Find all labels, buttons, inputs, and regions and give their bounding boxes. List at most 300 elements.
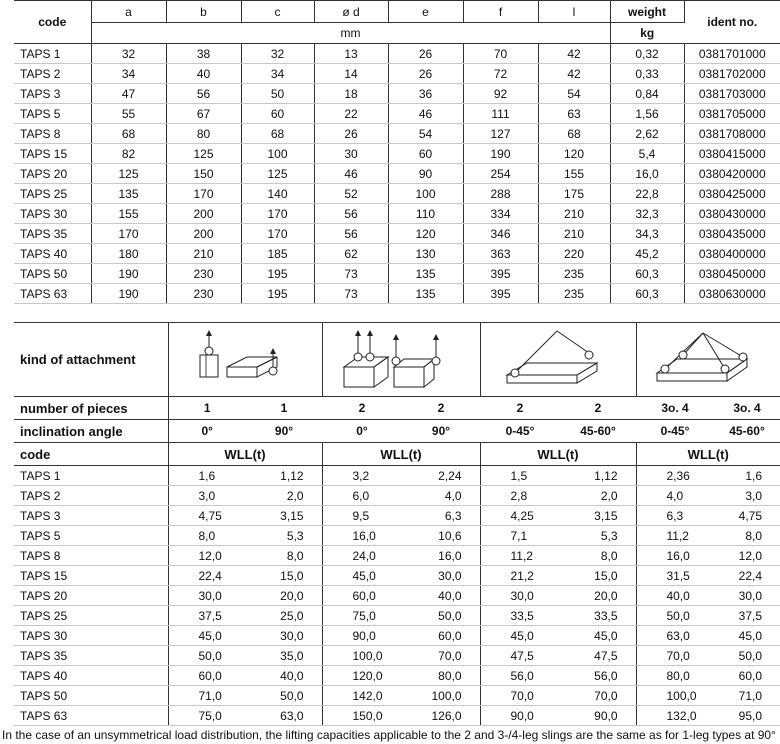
- wll-value-cell: 45,0: [168, 626, 246, 646]
- value-cell: 111: [463, 104, 538, 124]
- value-cell: 56: [314, 224, 388, 244]
- header-d: ø d: [314, 1, 388, 23]
- wll-table: [14, 322, 780, 726]
- value-cell: 60,3: [610, 264, 684, 284]
- value-cell: 0380415000: [684, 144, 780, 164]
- diagram-2-leg-angled: [480, 323, 636, 397]
- table-row: [14, 184, 780, 204]
- angle-value: 0-45°: [636, 420, 714, 443]
- diagram-3-4-leg: [636, 323, 780, 397]
- value-cell: 185: [241, 244, 314, 264]
- value-cell: 14: [314, 64, 388, 84]
- wll-value-cell: 12,0: [168, 546, 246, 566]
- wll-value-cell: 40,0: [246, 666, 322, 686]
- wll-unit-label: WLL(t): [168, 443, 322, 466]
- code-cell: TAPS 50: [14, 264, 91, 284]
- value-cell: 175: [538, 184, 610, 204]
- code-cell: TAPS 40: [14, 666, 168, 686]
- dimensions-table: [14, 0, 780, 304]
- wll-value-cell: 2,36: [636, 466, 714, 486]
- header-a: a: [91, 1, 166, 23]
- header-e: e: [388, 1, 463, 23]
- header-ident: ident no.: [684, 1, 780, 44]
- table-row: [14, 506, 780, 526]
- value-cell: 210: [166, 244, 241, 264]
- value-cell: 190: [91, 264, 166, 284]
- wll-value-cell: 31,5: [636, 566, 714, 586]
- value-cell: 26: [388, 44, 463, 64]
- wll-value-cell: 150,0: [322, 706, 402, 726]
- wll-value-cell: 30,0: [168, 586, 246, 606]
- value-cell: 92: [463, 84, 538, 104]
- value-cell: 125: [91, 164, 166, 184]
- wll-value-cell: 45,0: [480, 626, 560, 646]
- value-cell: 254: [463, 164, 538, 184]
- value-cell: 90: [388, 164, 463, 184]
- pieces-value: 3o. 4: [636, 397, 714, 420]
- unit-kg: kg: [610, 23, 684, 44]
- wll-value-cell: 3,15: [246, 506, 322, 526]
- value-cell: 68: [241, 124, 314, 144]
- wll-value-cell: 6,3: [402, 506, 480, 526]
- value-cell: 170: [91, 224, 166, 244]
- value-cell: 36: [388, 84, 463, 104]
- code-cell: TAPS 5: [14, 104, 91, 124]
- table-row: [14, 646, 780, 666]
- value-cell: 26: [314, 124, 388, 144]
- pieces-value: 2: [480, 397, 560, 420]
- two-leg-angled-lifting-icon: [493, 327, 623, 393]
- value-cell: 395: [463, 264, 538, 284]
- wll-value-cell: 11,2: [480, 546, 560, 566]
- wll-unit-label: WLL(t): [636, 443, 780, 466]
- value-cell: 50: [241, 84, 314, 104]
- table-row: [14, 546, 780, 566]
- header-f: f: [463, 1, 538, 23]
- value-cell: 73: [314, 284, 388, 304]
- value-cell: 395: [463, 284, 538, 304]
- wll-value-cell: 1,12: [246, 466, 322, 486]
- wll-value-cell: 100,0: [402, 686, 480, 706]
- code-cell: TAPS 1: [14, 44, 91, 64]
- wll-value-cell: 4,0: [402, 486, 480, 506]
- value-cell: 0381702000: [684, 64, 780, 84]
- pieces-row: [14, 397, 780, 420]
- angle-value: 0°: [322, 420, 402, 443]
- wll-value-cell: 8,0: [560, 546, 636, 566]
- table-row: [14, 224, 780, 244]
- angle-value: 0°: [168, 420, 246, 443]
- footnote: In the case of an unsymmetrical load distribution, the lifting capacities applicable to the 2 and 3-/4-leg slings are the same as for 1-leg types at 90°: [2, 728, 776, 742]
- wll-value-cell: 1,12: [560, 466, 636, 486]
- table-row: [14, 64, 780, 84]
- wll-value-cell: 5,3: [560, 526, 636, 546]
- value-cell: 54: [538, 84, 610, 104]
- code-cell: TAPS 8: [14, 546, 168, 566]
- value-cell: 235: [538, 284, 610, 304]
- wll-value-cell: 16,0: [636, 546, 714, 566]
- code-cell: TAPS 63: [14, 706, 168, 726]
- value-cell: 5,4: [610, 144, 684, 164]
- value-cell: 82: [91, 144, 166, 164]
- wll-value-cell: 2,8: [480, 486, 560, 506]
- wll-value-cell: 71,0: [168, 686, 246, 706]
- single-leg-lifting-icon: [185, 327, 305, 393]
- wll-value-cell: 70,0: [636, 646, 714, 666]
- value-cell: 230: [166, 284, 241, 304]
- value-cell: 210: [538, 204, 610, 224]
- value-cell: 346: [463, 224, 538, 244]
- pieces-value: 1: [168, 397, 246, 420]
- wll-value-cell: 80,0: [636, 666, 714, 686]
- value-cell: 135: [388, 264, 463, 284]
- wll-value-cell: 4,25: [480, 506, 560, 526]
- pieces-value: 3o. 4: [714, 397, 780, 420]
- wll-value-cell: 15,0: [246, 566, 322, 586]
- value-cell: 60: [388, 144, 463, 164]
- value-cell: 46: [314, 164, 388, 184]
- table-row: [14, 626, 780, 646]
- wll-value-cell: 5,3: [246, 526, 322, 546]
- wll-value-cell: 142,0: [322, 686, 402, 706]
- wll-value-cell: 90,0: [480, 706, 560, 726]
- code-cell: TAPS 2: [14, 64, 91, 84]
- value-cell: 45,2: [610, 244, 684, 264]
- value-cell: 13: [314, 44, 388, 64]
- wll-value-cell: 45,0: [322, 566, 402, 586]
- code-cell: TAPS 15: [14, 144, 91, 164]
- wll-value-cell: 30,0: [246, 626, 322, 646]
- value-cell: 0,84: [610, 84, 684, 104]
- value-cell: 170: [241, 224, 314, 244]
- table-row: [14, 284, 780, 304]
- wll-value-cell: 50,0: [636, 606, 714, 626]
- wll-value-cell: 3,2: [322, 466, 402, 486]
- value-cell: 18: [314, 84, 388, 104]
- wll-value-cell: 20,0: [560, 586, 636, 606]
- table-row: [14, 164, 780, 184]
- value-cell: 47: [91, 84, 166, 104]
- value-cell: 130: [388, 244, 463, 264]
- wll-value-cell: 11,2: [636, 526, 714, 546]
- wll-value-cell: 40,0: [636, 586, 714, 606]
- table-row: [14, 204, 780, 224]
- value-cell: 0,33: [610, 64, 684, 84]
- wll-value-cell: 21,2: [480, 566, 560, 586]
- value-cell: 42: [538, 44, 610, 64]
- wll-header-row: [14, 443, 780, 466]
- value-cell: 150: [166, 164, 241, 184]
- wll-unit-label: WLL(t): [322, 443, 480, 466]
- code-cell: TAPS 25: [14, 606, 168, 626]
- wll-value-cell: 25,0: [246, 606, 322, 626]
- wll-value-cell: 70,0: [560, 686, 636, 706]
- value-cell: 195: [241, 284, 314, 304]
- wll-value-cell: 45,0: [714, 626, 780, 646]
- kind-of-attachment-label: kind of attachment: [14, 323, 168, 397]
- code-cell: TAPS 3: [14, 84, 91, 104]
- value-cell: 73: [314, 264, 388, 284]
- code-cell: TAPS 35: [14, 646, 168, 666]
- wll-value-cell: 15,0: [560, 566, 636, 586]
- value-cell: 170: [166, 184, 241, 204]
- angle-value: 45-60°: [560, 420, 636, 443]
- value-cell: 135: [91, 184, 166, 204]
- wll-value-cell: 22,4: [714, 566, 780, 586]
- multi-leg-lifting-icon: [643, 327, 773, 393]
- value-cell: 70: [463, 44, 538, 64]
- table-row: [14, 526, 780, 546]
- wll-value-cell: 20,0: [246, 586, 322, 606]
- value-cell: 127: [463, 124, 538, 144]
- code-cell: TAPS 30: [14, 204, 91, 224]
- angle-label: inclination angle: [14, 420, 168, 443]
- wll-value-cell: 126,0: [402, 706, 480, 726]
- wll-value-cell: 24,0: [322, 546, 402, 566]
- wll-value-cell: 75,0: [322, 606, 402, 626]
- value-cell: 100: [241, 144, 314, 164]
- wll-value-cell: 16,0: [322, 526, 402, 546]
- wll-value-cell: 50,0: [168, 646, 246, 666]
- pieces-value: 2: [560, 397, 636, 420]
- wll-value-cell: 120,0: [322, 666, 402, 686]
- value-cell: 42: [538, 64, 610, 84]
- wll-value-cell: 50,0: [246, 686, 322, 706]
- wll-value-cell: 40,0: [402, 586, 480, 606]
- wll-value-cell: 50,0: [714, 646, 780, 666]
- header-l: l: [538, 1, 610, 23]
- value-cell: 56: [166, 84, 241, 104]
- wll-value-cell: 4,0: [636, 486, 714, 506]
- wll-value-cell: 30,0: [714, 586, 780, 606]
- pieces-value: 1: [246, 397, 322, 420]
- wll-value-cell: 47,5: [560, 646, 636, 666]
- code-cell: TAPS 35: [14, 224, 91, 244]
- value-cell: 68: [538, 124, 610, 144]
- value-cell: 0,32: [610, 44, 684, 64]
- wll-value-cell: 95,0: [714, 706, 780, 726]
- value-cell: 120: [388, 224, 463, 244]
- wll-value-cell: 56,0: [560, 666, 636, 686]
- wll-value-cell: 60,0: [322, 586, 402, 606]
- value-cell: 68: [91, 124, 166, 144]
- code-cell: TAPS 63: [14, 284, 91, 304]
- two-leg-lifting-icon: [336, 327, 466, 393]
- value-cell: 190: [463, 144, 538, 164]
- pieces-value: 2: [322, 397, 402, 420]
- value-cell: 0380430000: [684, 204, 780, 224]
- value-cell: 0381705000: [684, 104, 780, 124]
- wll-value-cell: 8,0: [168, 526, 246, 546]
- wll-value-cell: 80,0: [402, 666, 480, 686]
- wll-value-cell: 63,0: [246, 706, 322, 726]
- value-cell: 220: [538, 244, 610, 264]
- value-cell: 210: [538, 224, 610, 244]
- value-cell: 0380425000: [684, 184, 780, 204]
- value-cell: 0380400000: [684, 244, 780, 264]
- value-cell: 0380630000: [684, 284, 780, 304]
- wll-value-cell: 1,5: [480, 466, 560, 486]
- value-cell: 22: [314, 104, 388, 124]
- table-row: [14, 104, 780, 124]
- value-cell: 60: [241, 104, 314, 124]
- value-cell: 125: [241, 164, 314, 184]
- value-cell: 54: [388, 124, 463, 144]
- wll-value-cell: 56,0: [480, 666, 560, 686]
- wll-value-cell: 10,6: [402, 526, 480, 546]
- wll-value-cell: 50,0: [402, 606, 480, 626]
- code-cell: TAPS 8: [14, 124, 91, 144]
- value-cell: 155: [91, 204, 166, 224]
- wll-value-cell: 3,0: [168, 486, 246, 506]
- value-cell: 363: [463, 244, 538, 264]
- wll-value-cell: 100,0: [636, 686, 714, 706]
- value-cell: 16,0: [610, 164, 684, 184]
- value-cell: 125: [166, 144, 241, 164]
- table-row: [14, 144, 780, 164]
- wll-value-cell: 35,0: [246, 646, 322, 666]
- value-cell: 0381708000: [684, 124, 780, 144]
- table-row: [14, 586, 780, 606]
- angle-row: [14, 420, 780, 443]
- diagram-1-leg: [168, 323, 322, 397]
- wll-value-cell: 16,0: [402, 546, 480, 566]
- code-cell: TAPS 1: [14, 466, 168, 486]
- value-cell: 334: [463, 204, 538, 224]
- wll-value-cell: 45,0: [560, 626, 636, 646]
- value-cell: 110: [388, 204, 463, 224]
- value-cell: 190: [91, 284, 166, 304]
- table-row: [14, 666, 780, 686]
- wll-value-cell: 100,0: [322, 646, 402, 666]
- code-cell: TAPS 20: [14, 164, 91, 184]
- value-cell: 100: [388, 184, 463, 204]
- value-cell: 46: [388, 104, 463, 124]
- value-cell: 135: [388, 284, 463, 304]
- code-cell: TAPS 20: [14, 586, 168, 606]
- value-cell: 32,3: [610, 204, 684, 224]
- wll-value-cell: 33,5: [560, 606, 636, 626]
- wll-value-cell: 30,0: [402, 566, 480, 586]
- wll-value-cell: 90,0: [560, 706, 636, 726]
- value-cell: 34,3: [610, 224, 684, 244]
- wll-value-cell: 71,0: [714, 686, 780, 706]
- value-cell: 170: [241, 204, 314, 224]
- table-row: [14, 686, 780, 706]
- value-cell: 80: [166, 124, 241, 144]
- table-row: [14, 124, 780, 144]
- code-cell: TAPS 25: [14, 184, 91, 204]
- wll-value-cell: 9,5: [322, 506, 402, 526]
- value-cell: 34: [91, 64, 166, 84]
- angle-value: 45-60°: [714, 420, 780, 443]
- value-cell: 60,3: [610, 284, 684, 304]
- value-cell: 63: [538, 104, 610, 124]
- header-code: code: [14, 1, 91, 44]
- table-row: [14, 244, 780, 264]
- angle-value: 90°: [246, 420, 322, 443]
- value-cell: 0380435000: [684, 224, 780, 244]
- value-cell: 22,8: [610, 184, 684, 204]
- wll-value-cell: 60,0: [402, 626, 480, 646]
- wll-value-cell: 8,0: [246, 546, 322, 566]
- wll-value-cell: 132,0: [636, 706, 714, 726]
- angle-value: 90°: [402, 420, 480, 443]
- value-cell: 30: [314, 144, 388, 164]
- angle-value: 0-45°: [480, 420, 560, 443]
- table-row: [14, 84, 780, 104]
- value-cell: 56: [314, 204, 388, 224]
- value-cell: 0381703000: [684, 84, 780, 104]
- wll-value-cell: 30,0: [480, 586, 560, 606]
- table-row: [14, 486, 780, 506]
- wll-value-cell: 70,0: [480, 686, 560, 706]
- value-cell: 34: [241, 64, 314, 84]
- value-cell: 38: [166, 44, 241, 64]
- wll-value-cell: 22,4: [168, 566, 246, 586]
- wll-value-cell: 1,6: [714, 466, 780, 486]
- code-cell: TAPS 30: [14, 626, 168, 646]
- wll-value-cell: 2,24: [402, 466, 480, 486]
- value-cell: 0380420000: [684, 164, 780, 184]
- code-cell: TAPS 5: [14, 526, 168, 546]
- wll-value-cell: 63,0: [636, 626, 714, 646]
- value-cell: 32: [241, 44, 314, 64]
- value-cell: 140: [241, 184, 314, 204]
- wll-value-cell: 90,0: [322, 626, 402, 646]
- header-c: c: [241, 1, 314, 23]
- value-cell: 0381701000: [684, 44, 780, 64]
- wll-value-cell: 2,0: [560, 486, 636, 506]
- wll-value-cell: 8,0: [714, 526, 780, 546]
- wll-value-cell: 60,0: [168, 666, 246, 686]
- value-cell: 180: [91, 244, 166, 264]
- wll-value-cell: 3,15: [560, 506, 636, 526]
- wll-value-cell: 6,0: [322, 486, 402, 506]
- pieces-label: number of pieces: [14, 397, 168, 420]
- code-cell: TAPS 40: [14, 244, 91, 264]
- value-cell: 120: [538, 144, 610, 164]
- code-cell: TAPS 15: [14, 566, 168, 586]
- wll-value-cell: 70,0: [402, 646, 480, 666]
- wll-unit-label: WLL(t): [480, 443, 636, 466]
- wll-value-cell: 7,1: [480, 526, 560, 546]
- value-cell: 155: [538, 164, 610, 184]
- value-cell: 200: [166, 224, 241, 244]
- wll-value-cell: 4,75: [168, 506, 246, 526]
- value-cell: 230: [166, 264, 241, 284]
- wll-value-cell: 75,0: [168, 706, 246, 726]
- value-cell: 235: [538, 264, 610, 284]
- value-cell: 0380450000: [684, 264, 780, 284]
- value-cell: 72: [463, 64, 538, 84]
- table-row: [14, 44, 780, 64]
- code-cell: TAPS 50: [14, 686, 168, 706]
- wll-value-cell: 4,75: [714, 506, 780, 526]
- value-cell: 195: [241, 264, 314, 284]
- code-cell: TAPS 2: [14, 486, 168, 506]
- wll-value-cell: 37,5: [168, 606, 246, 626]
- wll-value-cell: 2,0: [246, 486, 322, 506]
- header-weight: weight: [610, 1, 684, 23]
- table-row: [14, 706, 780, 726]
- value-cell: 288: [463, 184, 538, 204]
- table-row: [14, 566, 780, 586]
- wll-value-cell: 6,3: [636, 506, 714, 526]
- table-row: [14, 606, 780, 626]
- value-cell: 55: [91, 104, 166, 124]
- wll-value-cell: 33,5: [480, 606, 560, 626]
